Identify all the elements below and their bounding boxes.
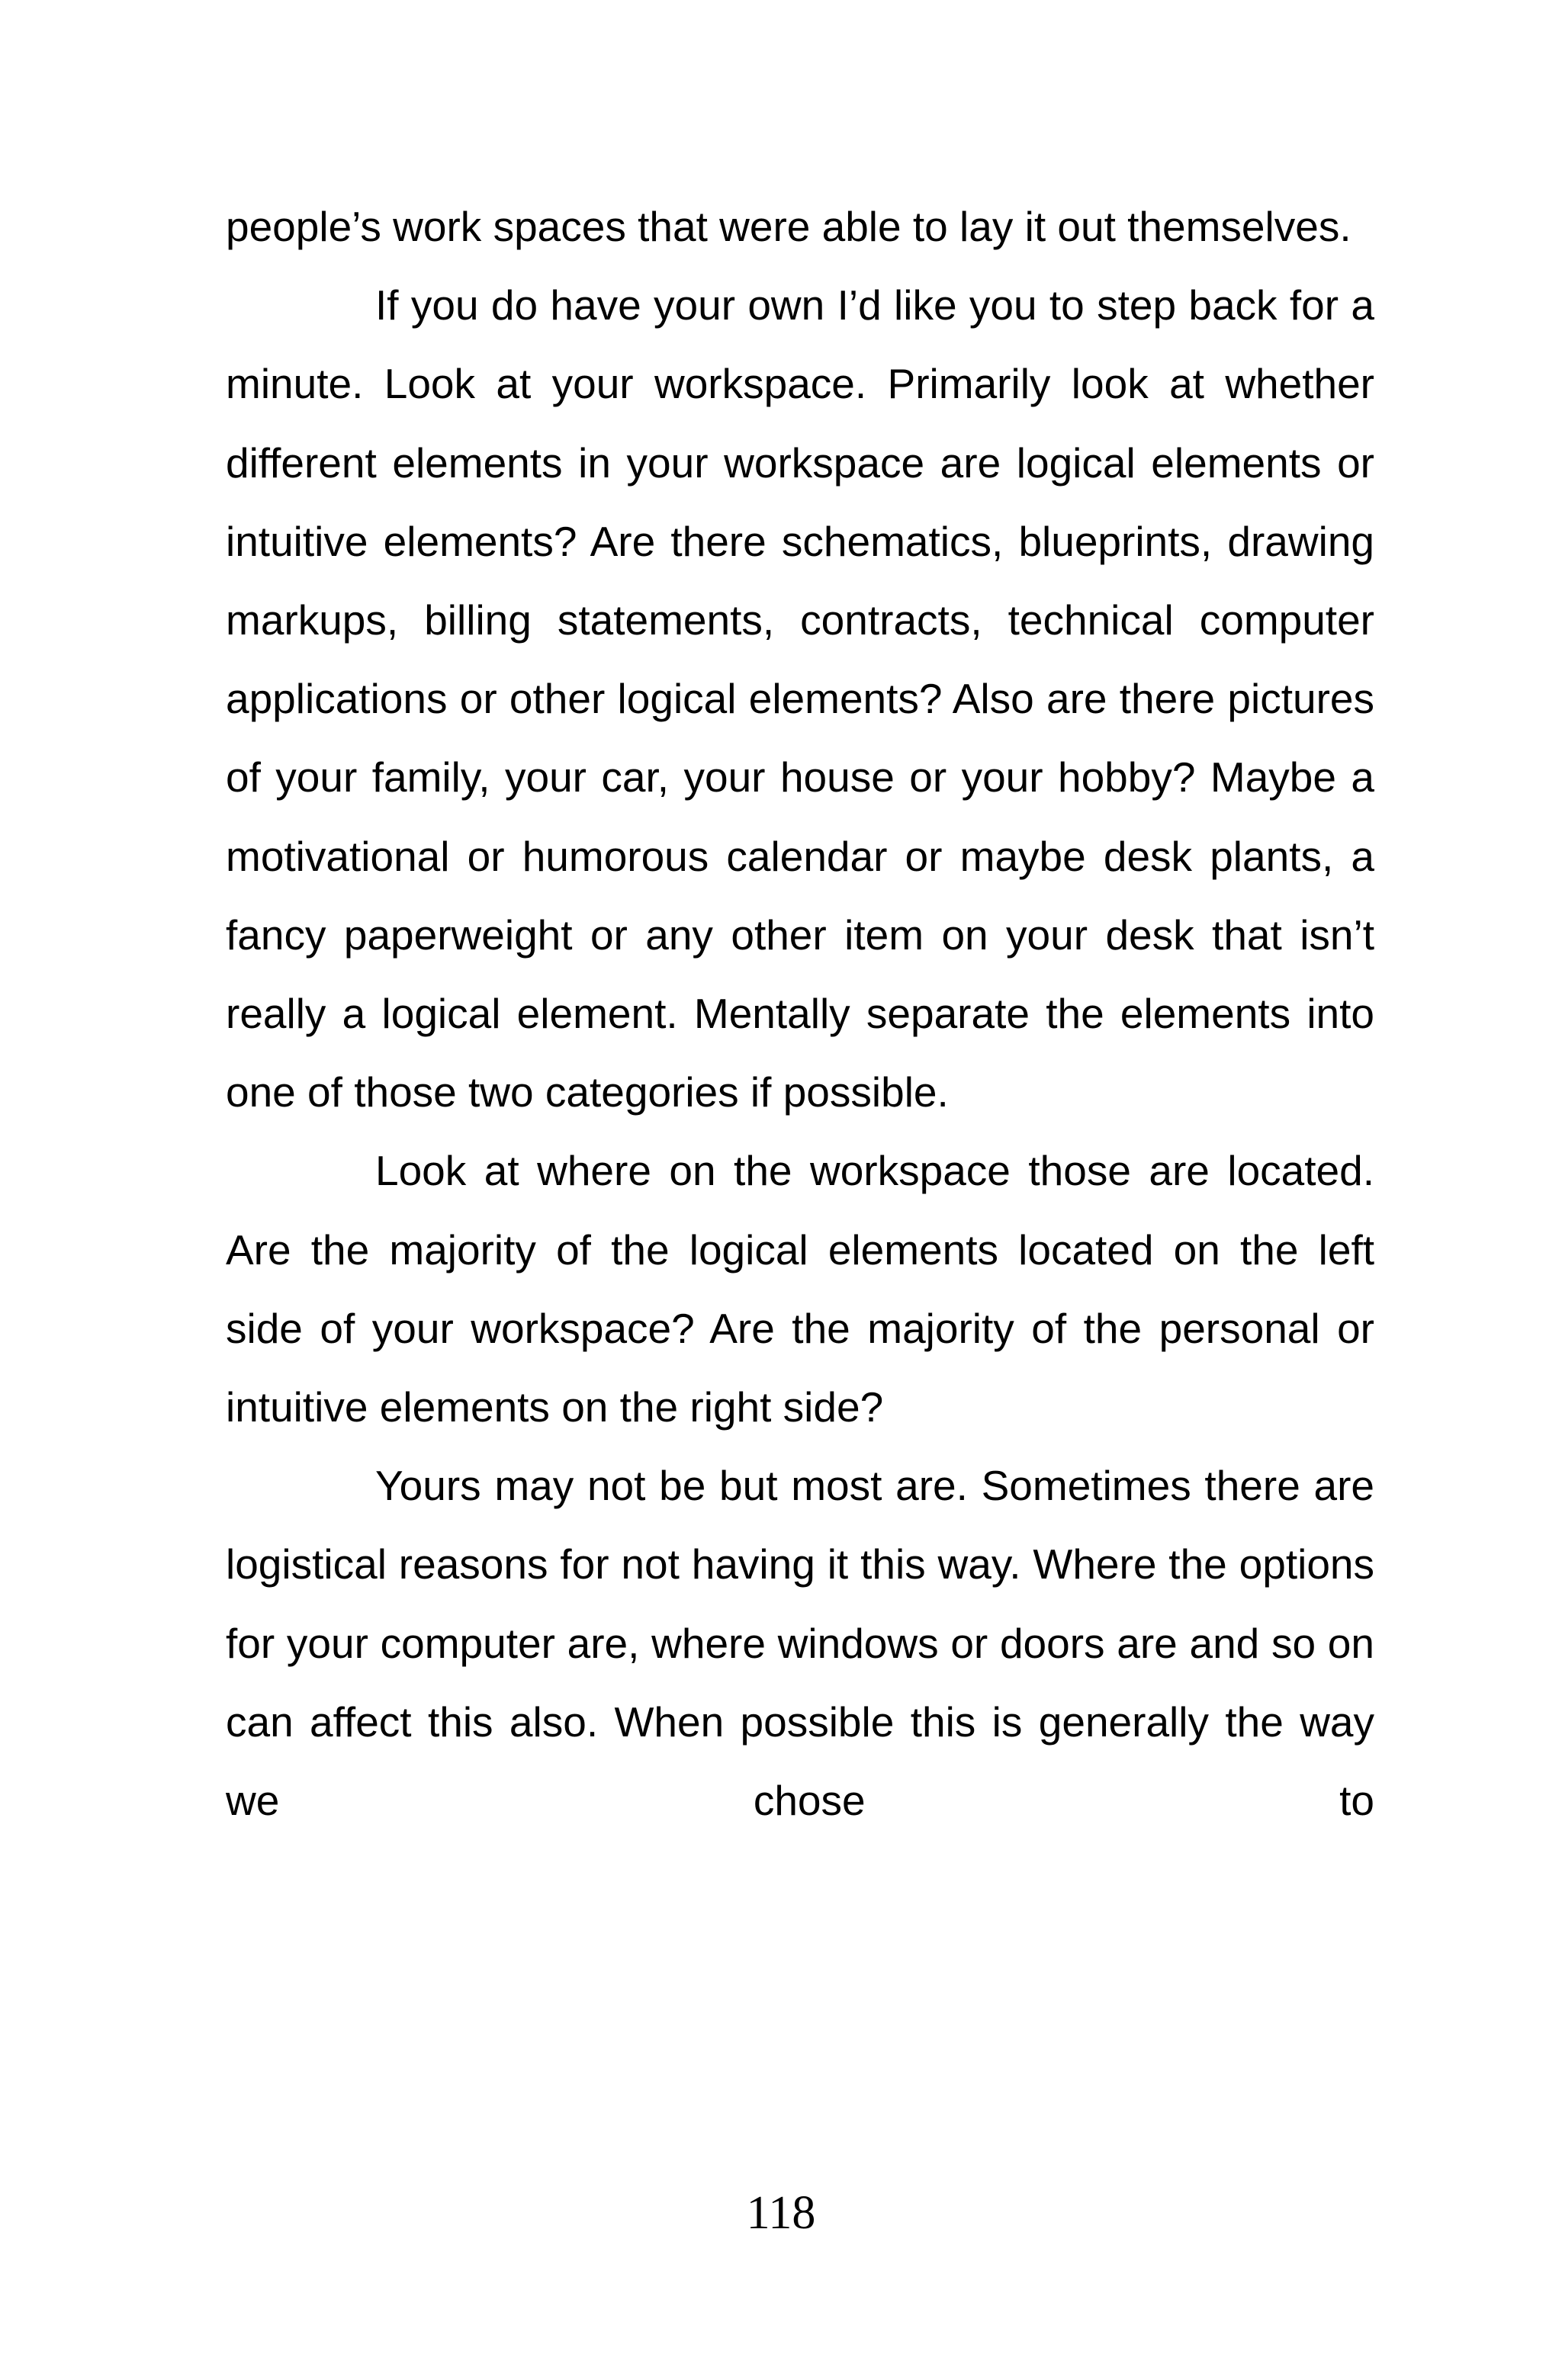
paragraph-2: If you do have your own I’d like you to step back for a minute. Look at your workspace. Primarily look at whether different elements in your workspace are logical elements or intuitive elements? Are there schematics, blueprints, drawing markups, billing statements, contracts, technical computer applications or other logical elements? Also are there pictures of your family, your car, your house or your hobby? Maybe a motivational or humorous calendar or maybe desk plants, a fancy paperweight or any other item on your desk that isn’t really a logical element. Mentally separate the elements into one of those two categories if possible. (226, 281, 1374, 1116)
paragraph-4: Yours may not be but most are. Sometimes there are logistical reasons for not having it this way. Where the options for your computer are, where windows or doors are and so on can affect this also. When possible this is generally the way we chose to (226, 1462, 1374, 1825)
page-number: 118 (746, 2187, 816, 2239)
paragraph-3: Look at where on the workspace those are located. Are the majority of the logical elements located on the left side of your workspace? Are the majority of the personal or intuitive elements on the right side? (226, 1147, 1374, 1431)
body-text (226, 188, 1374, 1840)
paragraph-1: people’s work spaces that were able to lay it out themselves. (226, 203, 1351, 250)
